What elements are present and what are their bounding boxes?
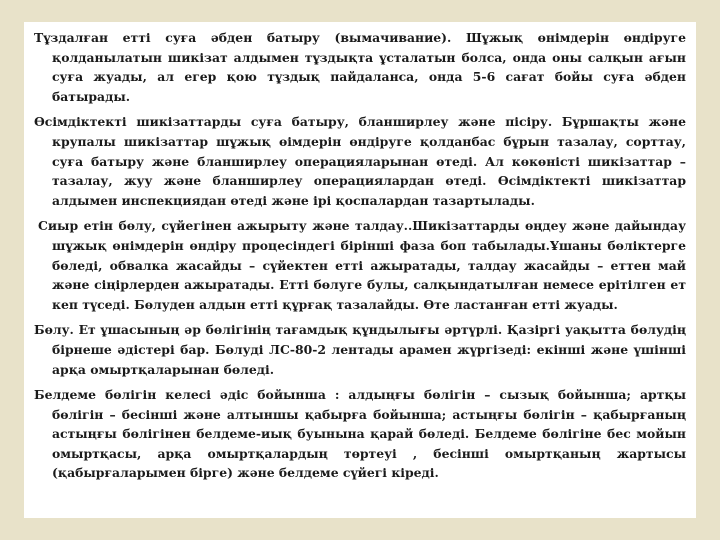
- paragraph-text: Өсімдіктекті шикізаттарды суға батыру, бланширлеу және пісіру. Бұршақты және крупалы шикізаттар шұжық өімдерін өндіруге қолданбас бұрын тазалау, сорттау, суға батыру және бланширлеу операцияларынан өтеді. Ал көкөністі шикізаттар – тазалау, жуу және бланширлеу операциялардан өтеді. Өсімдіктекті шикізаттар алдымен инспекциядан өтеді және ірі қоспалардан тазартылады.: [34, 114, 686, 208]
- document-page: [24, 22, 696, 518]
- paragraph-text: Сиыр етін бөлу, сүйегінен ажырыту және талдау..Шикізаттарды өңдеу және дайындау шұжық өнімдерін өндіру процесіндегі бірінші фаза боп табылады.Ұшаны бөліктерге бөледі, обвалка жасайды – сүйектен етті ажыратады, талдау жасайды – еттен май және сіңірлерден ажыратады. Етті бөлуге булы, салқындатылған немесе ерітілген ет кеп түседі. Бөлуден алдын етті құрғақ тазалайды. Өте ластанған етті жуады.: [38, 218, 686, 312]
- paragraph-text: Бөлу. Ет ұшасының әр бөлігінің тағамдық құндылығы әртүрлі. Қазіргі уақытта бөлудің бірнеше әдістері бар. Бөлуді ЛС-80-2 лентады арамен жүргізеді: екінші және үшінші арқа омыртқаларынан бөледі.: [34, 322, 686, 377]
- paragraph-division: [34, 320, 686, 379]
- paragraph-beef-cutting: [34, 216, 686, 314]
- document-body: [34, 28, 686, 489]
- paragraph-text: Белдеме бөлігін келесі әдіс бойынша : алдыңғы бөлігін – сызық бойынша; артқы бөлігін – бесінші және алтыншы қабырға бойынша; астыңғы бөлігін – қабырғаның астыңғы бөлігінен белдеме-иық буынына қарай бөледі. Белдеме бөлігіне бес мойын омыртқасы, арқа омыртқалардың төртеуі , бесінші омыртқаның жартысы (қабырғаларымен бірге) және белдеме сүйегі кіреді.: [34, 387, 686, 481]
- paragraph-plant-raw-materials: [34, 112, 686, 210]
- paragraph-text: Тұздалған етті суға әбден батыру (вымачивание). Шұжық өнімдерін өндіруге қолданылатын шикізат алдымен тұздықта ұсталатын болса, онда оны салқын ағын суға жуады, ал егер қою тұздық пайдаланса, онда 5-6 сағат бойы суға әбден батырады.: [34, 30, 686, 104]
- paragraph-shoulder-part: [34, 385, 686, 483]
- paragraph-soaking-salted-meat: [34, 28, 686, 106]
